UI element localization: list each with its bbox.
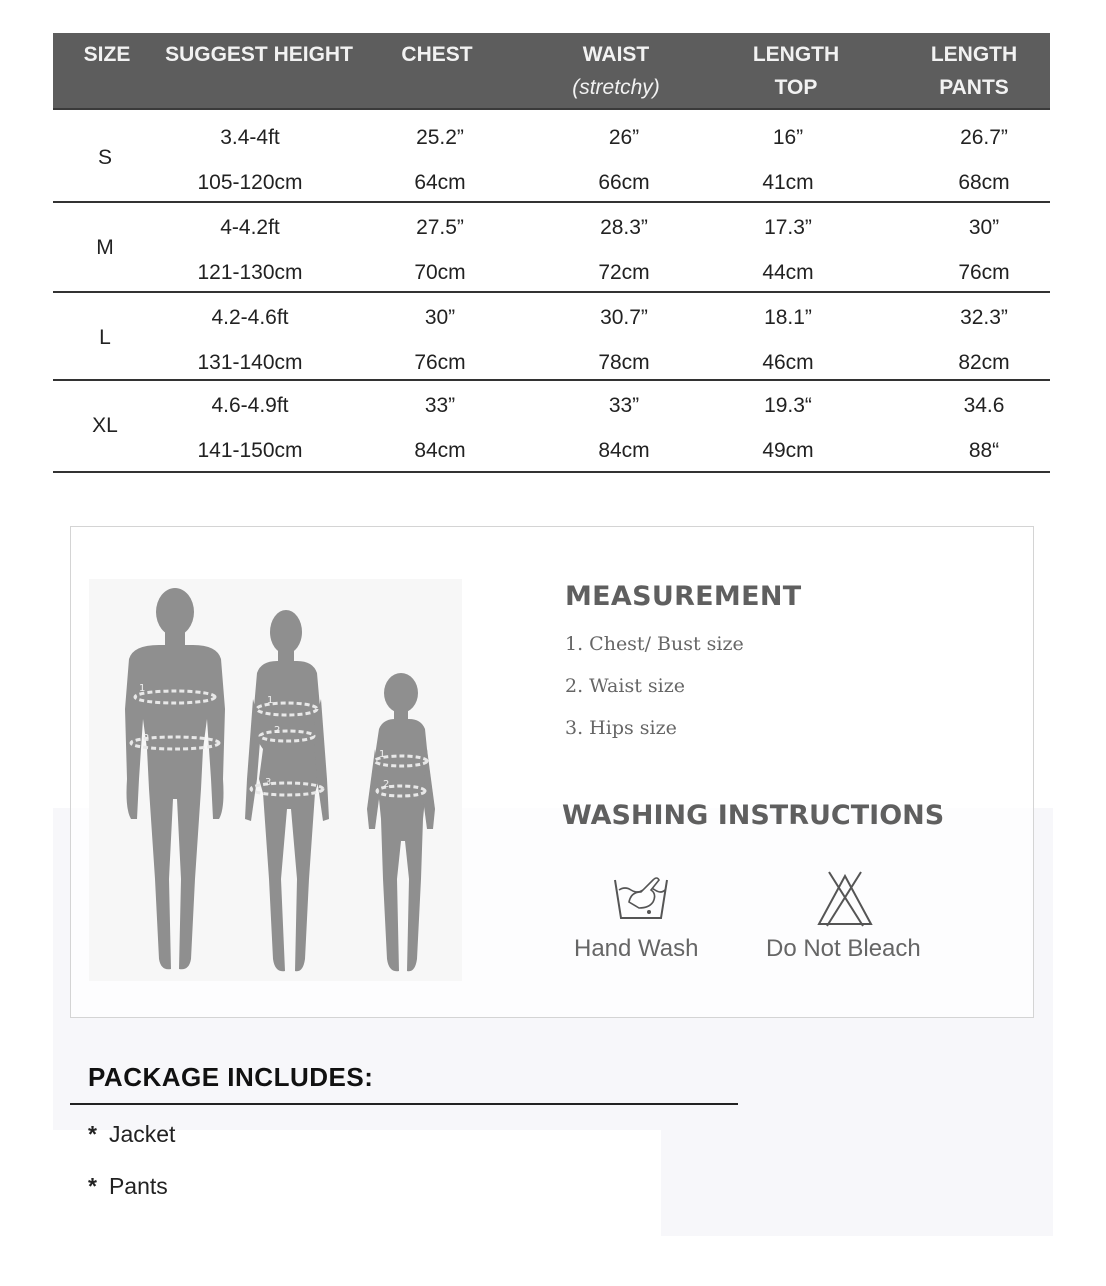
waist-in: 26” [608, 126, 640, 149]
package-item [88, 1173, 168, 1200]
package-item-label: Jacket [108, 1121, 176, 1147]
chest-in: 30” [424, 306, 456, 329]
hand-wash-icon [611, 872, 671, 929]
length-top-cm: 44cm [762, 261, 814, 284]
marker-1: 1 [379, 749, 386, 760]
marker-2: 2 [143, 733, 150, 744]
length-top-cm: 41cm [762, 171, 814, 194]
length-pants-in: 32.3” [960, 306, 1008, 329]
height-cm: 121-130cm [197, 261, 303, 284]
header-length-pants-line1: LENGTH [930, 43, 1018, 66]
chest-cm: 64cm [414, 171, 466, 194]
bullet-star: * [88, 1173, 97, 1199]
do-not-bleach-icon [815, 870, 875, 933]
body-silhouettes-figure [89, 579, 462, 981]
waist-cm: 78cm [598, 351, 650, 374]
man-silhouette [125, 588, 225, 969]
length-pants-cm: 88“ [968, 439, 1000, 462]
length-pants-in: 30” [968, 216, 1000, 239]
waist-cm: 66cm [598, 171, 650, 194]
package-includes-title: PACKAGE INCLUDES: [88, 1062, 374, 1092]
header-divider [53, 108, 1050, 110]
body-silhouettes-svg [89, 579, 462, 981]
length-pants-cm: 68cm [958, 171, 1010, 194]
hand-wash-label: Hand Wash [574, 935, 699, 962]
height-ft: 3.4-4ft [220, 126, 280, 149]
header-length-top-line2: TOP [774, 76, 818, 99]
length-top-cm: 46cm [762, 351, 814, 374]
size-chart-table [53, 33, 1050, 462]
size-label: XL [92, 414, 118, 437]
child-silhouette [367, 673, 435, 971]
header-length-pants-line2: PANTS [939, 76, 1009, 99]
height-ft: 4.2-4.6ft [211, 306, 289, 329]
waist-in: 33” [608, 394, 640, 417]
header-length-pants [911, 38, 1037, 104]
size-label: L [99, 326, 111, 349]
waist-cm: 84cm [598, 439, 650, 462]
table-row [53, 203, 1050, 293]
header-chest: CHEST [401, 43, 473, 66]
washing-instructions-title: WASHING INSTRUCTIONS [562, 800, 945, 831]
chest-in: 25.2” [416, 126, 464, 149]
size-label: S [97, 146, 112, 169]
measurement-panel [70, 526, 1034, 1018]
header-waist-label: WAIST [582, 43, 650, 66]
measurement-item: 1. Chest/ Bust size [565, 633, 744, 655]
table-row [53, 113, 1050, 203]
chest-cm: 76cm [414, 351, 466, 374]
length-pants-in: 34.6 [963, 394, 1005, 417]
chest-cm: 84cm [414, 439, 466, 462]
package-item-label: Pants [108, 1173, 168, 1199]
height-ft: 4-4.2ft [220, 216, 280, 239]
length-pants-cm: 76cm [958, 261, 1010, 284]
height-ft: 4.6-4.9ft [211, 394, 289, 417]
bullet-star: * [88, 1121, 97, 1147]
header-suggest-height: SUGGEST HEIGHT [165, 43, 353, 66]
table-header [53, 33, 1050, 108]
header-waist-note: (stretchy) [572, 76, 660, 99]
chest-in: 27.5” [416, 216, 464, 239]
marker-1: 1 [139, 683, 146, 694]
do-not-bleach-label: Do Not Bleach [766, 935, 921, 962]
woman-silhouette [245, 610, 329, 971]
chest-cm: 70cm [414, 261, 466, 284]
length-top-in: 17.3” [764, 216, 812, 239]
measurement-item: 2. Waist size [565, 675, 685, 697]
measurement-title: MEASUREMENT [565, 581, 802, 612]
waist-in: 30.7” [600, 306, 648, 329]
length-top-in: 16” [772, 126, 804, 149]
header-waist [553, 38, 679, 104]
waist-in: 28.3” [600, 216, 648, 239]
header-length-top [733, 38, 859, 104]
marker-2: 2 [383, 779, 390, 790]
package-item [88, 1121, 175, 1148]
table-body [53, 113, 1050, 473]
length-top-in: 18.1” [764, 306, 812, 329]
length-top-in: 19.3“ [764, 394, 812, 417]
height-cm: 131-140cm [197, 351, 303, 374]
measurement-item: 3. Hips size [565, 717, 677, 739]
marker-1: 1 [267, 695, 274, 706]
height-cm: 141-150cm [197, 439, 303, 462]
size-label: M [96, 236, 114, 259]
header-size: SIZE [83, 43, 131, 66]
marker-3: 3 [265, 777, 272, 788]
length-pants-cm: 82cm [958, 351, 1010, 374]
waist-cm: 72cm [598, 261, 650, 284]
length-pants-in: 26.7” [960, 126, 1008, 149]
package-divider [70, 1103, 738, 1105]
chest-in: 33” [424, 394, 456, 417]
header-length-top-line1: LENGTH [752, 43, 840, 66]
height-cm: 105-120cm [197, 171, 303, 194]
table-row [53, 293, 1050, 381]
length-top-cm: 49cm [762, 439, 814, 462]
table-row [53, 381, 1050, 473]
marker-2: 2 [274, 725, 281, 736]
